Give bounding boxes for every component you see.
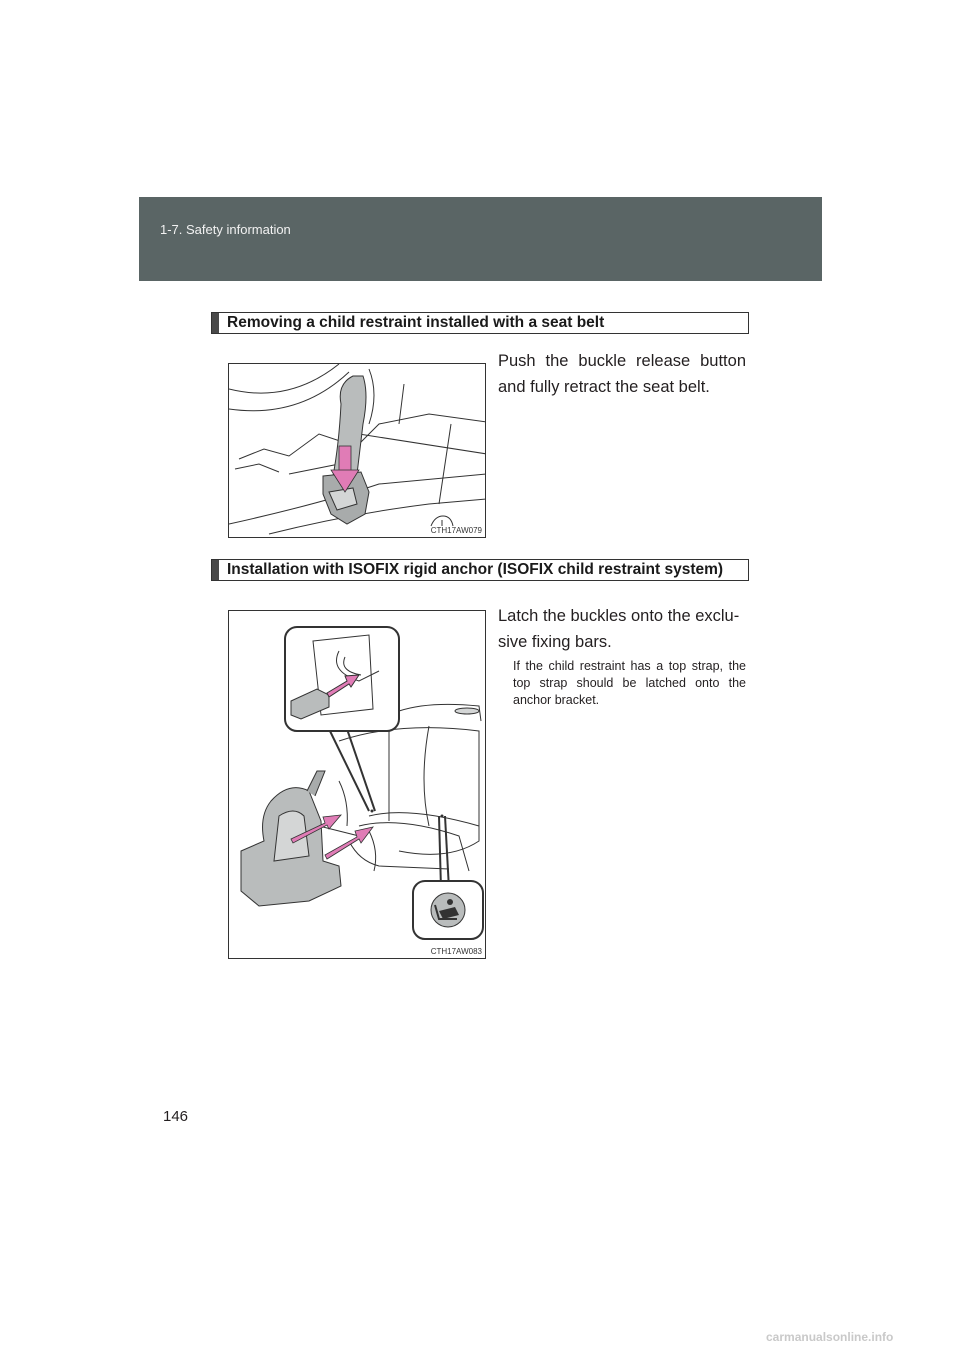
- section-label: 1-7. Safety information: [160, 222, 291, 237]
- isofix-installation-illustration: [228, 610, 486, 959]
- instruction-text-isofix: [498, 603, 758, 655]
- instruction-text-removing: Push the buckle release button and fully retract the seat belt.: [498, 352, 746, 396]
- heading-bar: [212, 313, 219, 333]
- chapter-header-band: [139, 197, 822, 281]
- watermark: carmanualsonline.info: [766, 1330, 894, 1344]
- heading-text: Installation with ISOFIX rigid anchor (ISOFIX child restraint system): [227, 561, 724, 578]
- heading-bar: [212, 560, 219, 580]
- page-number: 146: [163, 1108, 189, 1125]
- illustration-code: CTH17AW079: [430, 526, 482, 535]
- isofix-installation-drawing: [229, 611, 486, 959]
- seatbelt-buckle-drawing: [229, 364, 486, 538]
- seatbelt-buckle-illustration: [228, 363, 486, 538]
- section-heading-isofix: [211, 559, 749, 581]
- note-text-top-strap: If the child restraint has a top strap, the top strap should be latched onto the anchor bracket.: [513, 659, 746, 707]
- section-heading-removing: [211, 312, 749, 334]
- instruction-line-1: Latch the buckles onto the exclu-: [498, 607, 740, 625]
- instruction-line-2: sive fixing bars.: [498, 633, 612, 651]
- illustration-code: CTH17AW083: [430, 947, 482, 956]
- heading-text: Removing a child restraint installed with a seat belt: [227, 314, 605, 331]
